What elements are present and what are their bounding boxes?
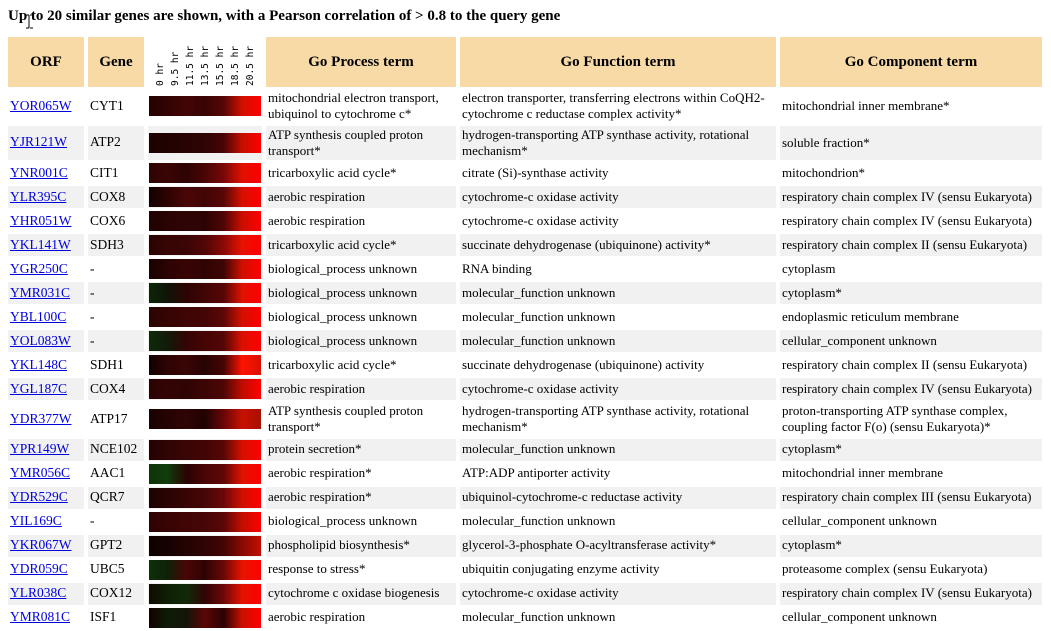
orf-link[interactable]: YHR051W: [10, 212, 72, 228]
table-row: [8, 186, 1042, 208]
go-function-term: RNA binding: [460, 258, 776, 280]
go-process-term: tricarboxylic acid cycle*: [266, 354, 456, 376]
table-row: [8, 258, 1042, 280]
orf-link[interactable]: YKL148C: [10, 356, 67, 372]
go-function-term: molecular_function unknown: [460, 306, 776, 328]
gene-name: UBC5: [88, 559, 144, 581]
orf-link[interactable]: YJR121W: [10, 134, 67, 150]
orf-link[interactable]: YLR395C: [10, 188, 67, 204]
timepoint-label: 9.5 hr: [169, 51, 181, 86]
gene-name: SDH1: [88, 354, 144, 376]
go-function-term: molecular_function unknown: [460, 607, 776, 629]
gene-name: SDH3: [88, 234, 144, 256]
table-row: [8, 439, 1042, 461]
expression-heatmap-strip: [149, 187, 261, 207]
orf-link[interactable]: YKR067W: [10, 537, 72, 553]
go-function-term: ubiquinol-cytochrome-c reductase activity: [460, 487, 776, 509]
go-process-term: biological_process unknown: [266, 306, 456, 328]
go-component-term: proton-transporting ATP synthase complex, coupling factor F(o) (sensu Eukaryota)*: [780, 402, 1042, 437]
expression-heatmap-strip: [149, 259, 261, 279]
expression-heatmap-strip: [149, 331, 261, 351]
page-title: Up to 20 similar genes are shown, with a Pearson correlation of > 0.8 to the query gene: [8, 8, 561, 24]
table-row: [8, 89, 1042, 124]
expression-heatmap-strip: [149, 379, 261, 399]
go-function-term: succinate dehydrogenase (ubiquinone) activity: [460, 354, 776, 376]
go-component-term: cytoplasm: [780, 258, 1042, 280]
timepoint-label: 18.5 hr: [229, 45, 241, 86]
go-process-term: ATP synthesis coupled proton transport*: [266, 402, 456, 437]
go-component-term: cellular_component unknown: [780, 330, 1042, 352]
expression-heatmap-strip: [149, 560, 261, 580]
go-process-term: phospholipid biosynthesis*: [266, 535, 456, 557]
gene-name: ATP2: [88, 126, 144, 161]
gene-name: COX4: [88, 378, 144, 400]
expression-heatmap-strip: [149, 512, 261, 532]
table-row: [8, 162, 1042, 184]
go-process-term: tricarboxylic acid cycle*: [266, 234, 456, 256]
go-component-term: cytoplasm*: [780, 535, 1042, 557]
table-row: [8, 463, 1042, 485]
go-component-term: respiratory chain complex IV (sensu Eukaryota): [780, 210, 1042, 232]
go-component-term: mitochondrial inner membrane: [780, 463, 1042, 485]
gene-name: -: [88, 258, 144, 280]
table-row: [8, 402, 1042, 437]
go-component-term: respiratory chain complex II (sensu Eukaryota): [780, 234, 1042, 256]
go-component-term: respiratory chain complex II (sensu Eukaryota): [780, 354, 1042, 376]
go-function-term: molecular_function unknown: [460, 439, 776, 461]
go-component-term: cellular_component unknown: [780, 511, 1042, 533]
go-function-term: citrate (Si)-synthase activity: [460, 162, 776, 184]
table-row: [8, 354, 1042, 376]
go-process-term: tricarboxylic acid cycle*: [266, 162, 456, 184]
go-component-term: cytoplasm*: [780, 439, 1042, 461]
timepoint-label: 11.5 hr: [184, 45, 196, 86]
table-row: [8, 487, 1042, 509]
gene-name: ATP17: [88, 402, 144, 437]
go-process-term: aerobic respiration*: [266, 463, 456, 485]
go-process-term: ATP synthesis coupled proton transport*: [266, 126, 456, 161]
go-process-term: biological_process unknown: [266, 330, 456, 352]
orf-link[interactable]: YDR377W: [10, 410, 72, 426]
go-function-term: ATP:ADP antiporter activity: [460, 463, 776, 485]
table-row: [8, 535, 1042, 557]
similar-genes-table: [4, 35, 1046, 631]
expression-heatmap-strip: [149, 536, 261, 556]
expression-heatmap-strip: [149, 211, 261, 231]
orf-link[interactable]: YNR001C: [10, 164, 68, 180]
go-process-term: aerobic respiration: [266, 210, 456, 232]
go-component-term: respiratory chain complex IV (sensu Eukaryota): [780, 186, 1042, 208]
go-component-term: respiratory chain complex III (sensu Eukaryota): [780, 487, 1042, 509]
table-row: [8, 282, 1042, 304]
go-function-term: hydrogen-transporting ATP synthase activity, rotational mechanism*: [460, 126, 776, 161]
go-process-term: response to stress*: [266, 559, 456, 581]
expression-heatmap-strip: [149, 584, 261, 604]
timepoint-labels: [148, 38, 262, 86]
expression-heatmap-strip: [149, 409, 261, 429]
gene-name: -: [88, 330, 144, 352]
table-row: [8, 378, 1042, 400]
orf-link[interactable]: YKL141W: [10, 236, 71, 252]
go-process-term: biological_process unknown: [266, 258, 456, 280]
orf-link[interactable]: YMR056C: [10, 465, 71, 481]
orf-link[interactable]: YDR059C: [10, 561, 68, 577]
expression-heatmap-strip: [149, 283, 261, 303]
go-component-term: cytoplasm*: [780, 282, 1042, 304]
go-process-term: aerobic respiration: [266, 186, 456, 208]
expression-heatmap-strip: [149, 488, 261, 508]
go-function-term: cytochrome-c oxidase activity: [460, 583, 776, 605]
go-function-term: glycerol-3-phosphate O-acyltransferase activity*: [460, 535, 776, 557]
expression-heatmap-strip: [149, 440, 261, 460]
gene-name: -: [88, 511, 144, 533]
column-header-timepoints: [148, 37, 262, 87]
go-function-term: hydrogen-transporting ATP synthase activity, rotational mechanism*: [460, 402, 776, 437]
go-component-term: proteasome complex (sensu Eukaryota): [780, 559, 1042, 581]
table-row: [8, 234, 1042, 256]
gene-name: ISF1: [88, 607, 144, 629]
go-process-term: aerobic respiration*: [266, 487, 456, 509]
go-component-term: respiratory chain complex IV (sensu Eukaryota): [780, 378, 1042, 400]
column-header-go-component: Go Component term: [780, 37, 1042, 87]
table-row: [8, 126, 1042, 161]
table-row: [8, 511, 1042, 533]
go-process-term: biological_process unknown: [266, 282, 456, 304]
gene-name: -: [88, 282, 144, 304]
table-row: [8, 583, 1042, 605]
go-component-term: endoplasmic reticulum membrane: [780, 306, 1042, 328]
table-row: [8, 330, 1042, 352]
gene-name: AAC1: [88, 463, 144, 485]
go-component-term: respiratory chain complex IV (sensu Eukaryota): [780, 583, 1042, 605]
table-row: [8, 559, 1042, 581]
gene-name: CYT1: [88, 89, 144, 124]
expression-heatmap-strip: [149, 355, 261, 375]
go-function-term: ubiquitin conjugating enzyme activity: [460, 559, 776, 581]
orf-link[interactable]: YIL169C: [10, 513, 62, 529]
timepoint-label: 15.5 hr: [214, 45, 226, 86]
go-process-term: mitochondrial electron transport, ubiquinol to cytochrome c*: [266, 89, 456, 124]
orf-link[interactable]: YDR529C: [10, 489, 68, 505]
gene-name: COX8: [88, 186, 144, 208]
go-function-term: cytochrome-c oxidase activity: [460, 210, 776, 232]
go-process-term: aerobic respiration: [266, 607, 456, 629]
go-component-term: mitochondrion*: [780, 162, 1042, 184]
go-process-term: protein secretion*: [266, 439, 456, 461]
expression-heatmap-strip: [149, 608, 261, 628]
column-header-orf: ORF: [8, 37, 84, 87]
timepoint-label: 0 hr: [154, 63, 166, 86]
orf-link[interactable]: YOR065W: [10, 97, 72, 113]
gene-name: GPT2: [88, 535, 144, 557]
go-component-term: mitochondrial inner membrane*: [780, 89, 1042, 124]
expression-heatmap-strip: [149, 307, 261, 327]
column-header-go-process: Go Process term: [266, 37, 456, 87]
orf-link[interactable]: YMR081C: [10, 609, 71, 625]
table-row: [8, 306, 1042, 328]
gene-name: COX12: [88, 583, 144, 605]
gene-name: CIT1: [88, 162, 144, 184]
orf-link[interactable]: YGR250C: [10, 260, 68, 276]
go-component-term: soluble fraction*: [780, 126, 1042, 161]
gene-name: NCE102: [88, 439, 144, 461]
go-process-term: biological_process unknown: [266, 511, 456, 533]
go-component-term: cellular_component unknown: [780, 607, 1042, 629]
table-row: [8, 210, 1042, 232]
go-function-term: electron transporter, transferring electrons within CoQH2-cytochrome c reductase complex activity*: [460, 89, 776, 124]
gene-name: QCR7: [88, 487, 144, 509]
timepoint-label: 13.5 hr: [199, 45, 211, 86]
expression-heatmap-strip: [149, 235, 261, 255]
orf-link[interactable]: YPR149W: [10, 441, 70, 457]
go-function-term: cytochrome-c oxidase activity: [460, 186, 776, 208]
expression-heatmap-strip: [149, 96, 261, 116]
go-function-term: molecular_function unknown: [460, 282, 776, 304]
table-row: [8, 607, 1042, 629]
go-function-term: succinate dehydrogenase (ubiquinone) activity*: [460, 234, 776, 256]
go-function-term: cytochrome-c oxidase activity: [460, 378, 776, 400]
go-process-term: aerobic respiration: [266, 378, 456, 400]
column-header-go-function: Go Function term: [460, 37, 776, 87]
orf-link[interactable]: YGL187C: [10, 380, 67, 396]
table-header-row: [8, 37, 1042, 87]
expression-heatmap-strip: [149, 163, 261, 183]
gene-name: -: [88, 306, 144, 328]
go-process-term: cytochrome c oxidase biogenesis: [266, 583, 456, 605]
go-function-term: molecular_function unknown: [460, 511, 776, 533]
timepoint-label: 20.5 hr: [244, 45, 256, 86]
expression-heatmap-strip: [149, 464, 261, 484]
orf-link[interactable]: YOL083W: [10, 332, 71, 348]
go-function-term: molecular_function unknown: [460, 330, 776, 352]
orf-link[interactable]: YLR038C: [10, 585, 67, 601]
orf-link[interactable]: YBL100C: [10, 308, 67, 324]
expression-heatmap-strip: [149, 133, 261, 153]
column-header-gene: Gene: [88, 37, 144, 87]
gene-name: COX6: [88, 210, 144, 232]
orf-link[interactable]: YMR031C: [10, 284, 71, 300]
